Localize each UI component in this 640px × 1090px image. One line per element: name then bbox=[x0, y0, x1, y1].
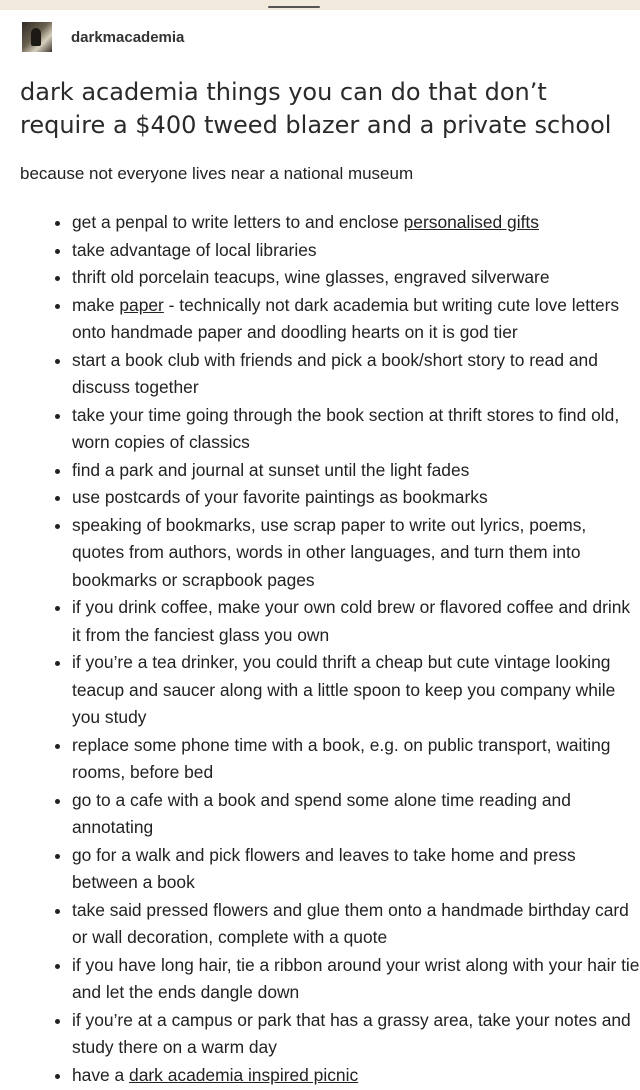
list-item bbox=[72, 842, 640, 897]
list-item bbox=[72, 1062, 640, 1090]
list-item bbox=[72, 484, 640, 512]
list-item bbox=[72, 292, 640, 347]
list-item-text: have a bbox=[72, 1064, 130, 1085]
list-item-text: if you have long hair, tie a ribbon around your wrist along with your hair tie and let the ends dangle down bbox=[72, 954, 640, 1002]
list-item-text: get a penpal to write letters to and enclose bbox=[72, 212, 404, 232]
list-item-link[interactable]: personalised gifts bbox=[403, 212, 539, 232]
top-bar bbox=[0, 0, 640, 10]
list-item-text: find a park and journal at sunset until the light fades bbox=[72, 459, 470, 480]
list-item-text: if you’re at a campus or park that has a grassy area, take your notes and study there on a warm day bbox=[72, 1009, 631, 1057]
list-item bbox=[72, 649, 640, 732]
list-item-text: thrift old porcelain teacups, wine glasses, engraved silverware bbox=[72, 267, 550, 287]
post-title: dark academia things you can do that don’t require a $400 tweed blazer and a private school bbox=[20, 78, 612, 139]
list-item bbox=[72, 347, 640, 402]
list-item bbox=[72, 1007, 640, 1062]
avatar[interactable] bbox=[22, 22, 52, 52]
list-item-text: if you drink coffee, make your own cold brew or flavored coffee and drink it from the fanciest glass you own bbox=[72, 597, 631, 645]
list-item-text: go for a walk and pick flowers and leaves to take home and press between a book bbox=[72, 844, 576, 892]
list-item-text: start a book club with friends and pick a book/short story to read and discuss together bbox=[72, 349, 598, 397]
list-item bbox=[72, 512, 640, 595]
list-item bbox=[72, 732, 640, 787]
list-item bbox=[72, 237, 640, 265]
list-item-text: make bbox=[72, 294, 120, 315]
list-item bbox=[72, 897, 640, 952]
list-item bbox=[72, 787, 640, 842]
list-item-link[interactable]: paper bbox=[119, 294, 164, 315]
post-subtitle: because not everyone lives near a national museum bbox=[20, 164, 414, 183]
list-item-text: take advantage of local libraries bbox=[72, 239, 317, 260]
drag-handle[interactable] bbox=[268, 6, 320, 8]
list-item bbox=[72, 209, 640, 237]
list-item-text: use postcards of your favorite paintings as bookmarks bbox=[72, 487, 488, 507]
list-item bbox=[72, 264, 640, 292]
list-item-text: take said pressed flowers and glue them onto a handmade birthday card or wall decoration, complete with a quote bbox=[72, 899, 629, 947]
post-header bbox=[22, 22, 184, 52]
list-item-link[interactable]: dark academia inspired picnic bbox=[129, 1064, 359, 1085]
list-item-text: replace some phone time with a book, e.g. on public transport, waiting rooms, before bed bbox=[72, 734, 611, 782]
list-item bbox=[72, 402, 640, 457]
list-item-text: speaking of bookmarks, use scrap paper to write out lyrics, poems, quotes from authors, words in other languages, and turn them into bookmarks or scrapbook pages bbox=[72, 514, 587, 590]
list-item bbox=[72, 594, 640, 649]
list-item bbox=[72, 457, 640, 485]
bullet-list bbox=[50, 209, 640, 1089]
list-item bbox=[72, 952, 640, 1007]
username[interactable]: darkmacademia bbox=[71, 28, 185, 46]
list-item-text: if you’re a tea drinker, you could thrift a cheap but cute vintage looking teacup and saucer along with a little spoon to keep you company while you study bbox=[72, 652, 616, 727]
list-item-text: go to a cafe with a book and spend some alone time reading and annotating bbox=[72, 789, 571, 837]
list-item-text: take your time going through the book section at thrift stores to find old, worn copies of classics bbox=[72, 404, 620, 452]
list-item-text-continued: - technically not dark academia but writing cute love letters onto handmade paper and doodling hearts on it is god tier bbox=[72, 294, 620, 342]
